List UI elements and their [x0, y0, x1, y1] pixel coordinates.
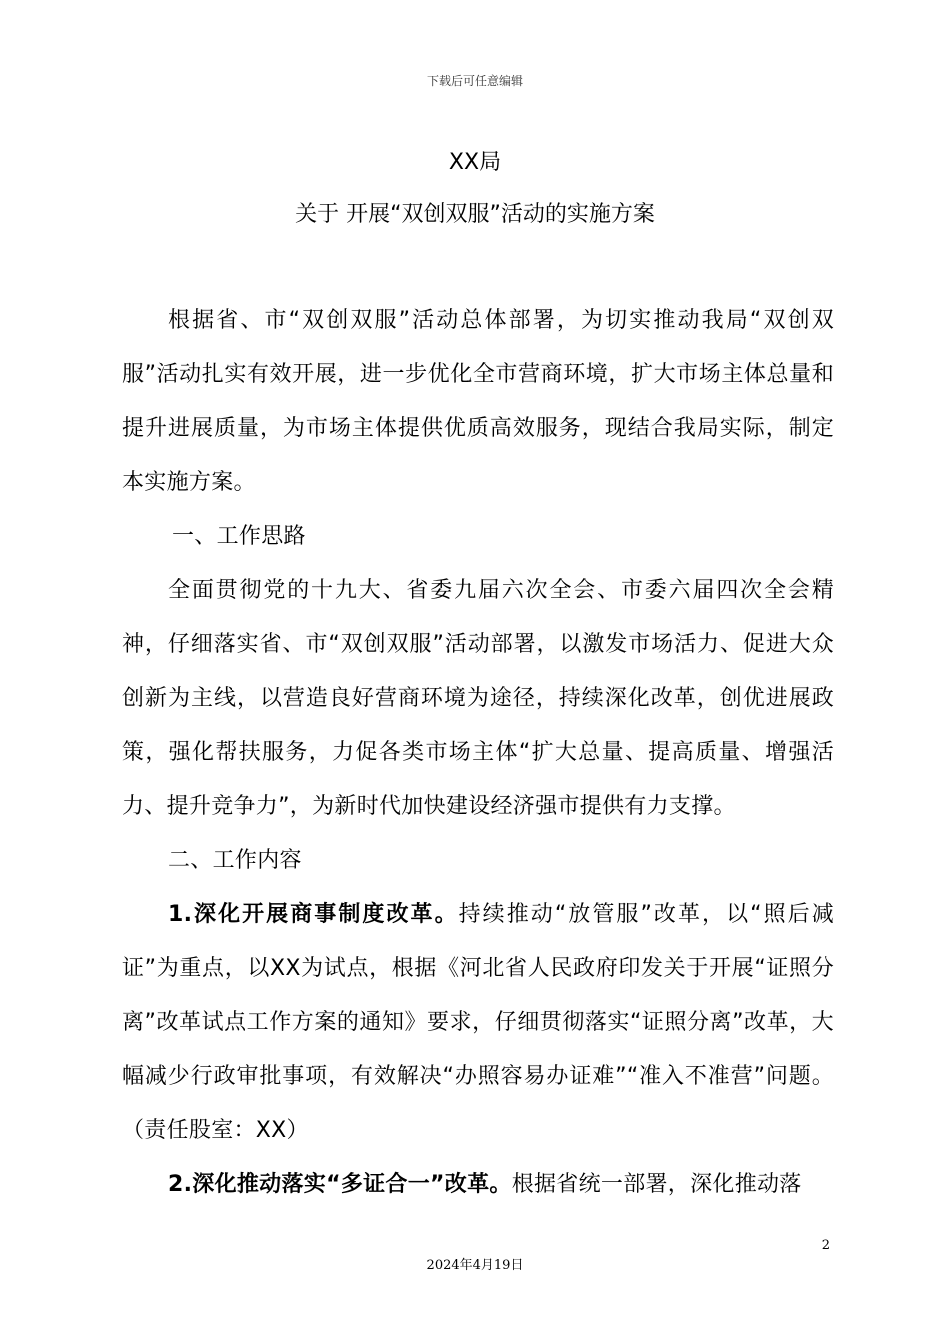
paragraph-item-2	[122, 1158, 834, 1212]
paragraph-intro: 根据省、市“双创双服”活动总体部署，为切实推动我局“双创双服”活动扎实有效开展，进一步优化全市营商环境，扩大市场主体总量和提升进展质量，为市场主体提供优质高效服务，现结合我局实际，制定本实施方案。	[122, 308, 834, 495]
document-body	[122, 294, 834, 1212]
footer-date: 2024年4月19日	[426, 1258, 524, 1273]
item-2-text: 根据省统一部署，深化推动落	[511, 1172, 802, 1197]
page-header: 下载后可任意编辑	[426, 74, 523, 88]
section-heading-1: 一、工作思路	[172, 524, 306, 549]
section-heading-2: 二、工作内容	[168, 848, 302, 873]
item-1-text: 持续推动“放管服”改革，以“照后减证”为重点，以XX为试点，根据《河北省人民政府印发关于开展“证照分离”改革试点工作方案的通知》要求，仔细贯彻落实“证照分离”改革，大幅减少行政审批事项，有效解决“办照容易办证难”“准入不准营”问题。（责任股室：XX）	[122, 902, 834, 1143]
paragraph-work-ideas: 全面贯彻党的十九大、省委九届六次全会、市委六届四次全会精神，仔细落实省、市“双创双服”活动部署，以激发市场活力、促进大众创新为主线，以营造良好营商环境为途径，持续深化改革，创优进展政策，强化帮扶服务，力促各类市场主体“扩大总量、提高质量、增强活力、提升竞争力”，为新时代加快建设经济强市提供有力支撑。	[122, 578, 834, 819]
item-2-title: 2.深化推动落实“多证合一”改革。	[168, 1172, 512, 1197]
document-title-line1: XX局	[448, 150, 502, 175]
paragraph-item-1	[122, 888, 834, 1158]
item-1-title: 1.深化开展商事制度改革。	[168, 902, 459, 927]
document-title-line2: 关于 开展“双创双服”活动的实施方案	[295, 202, 655, 227]
page-number: 2	[821, 1238, 830, 1253]
